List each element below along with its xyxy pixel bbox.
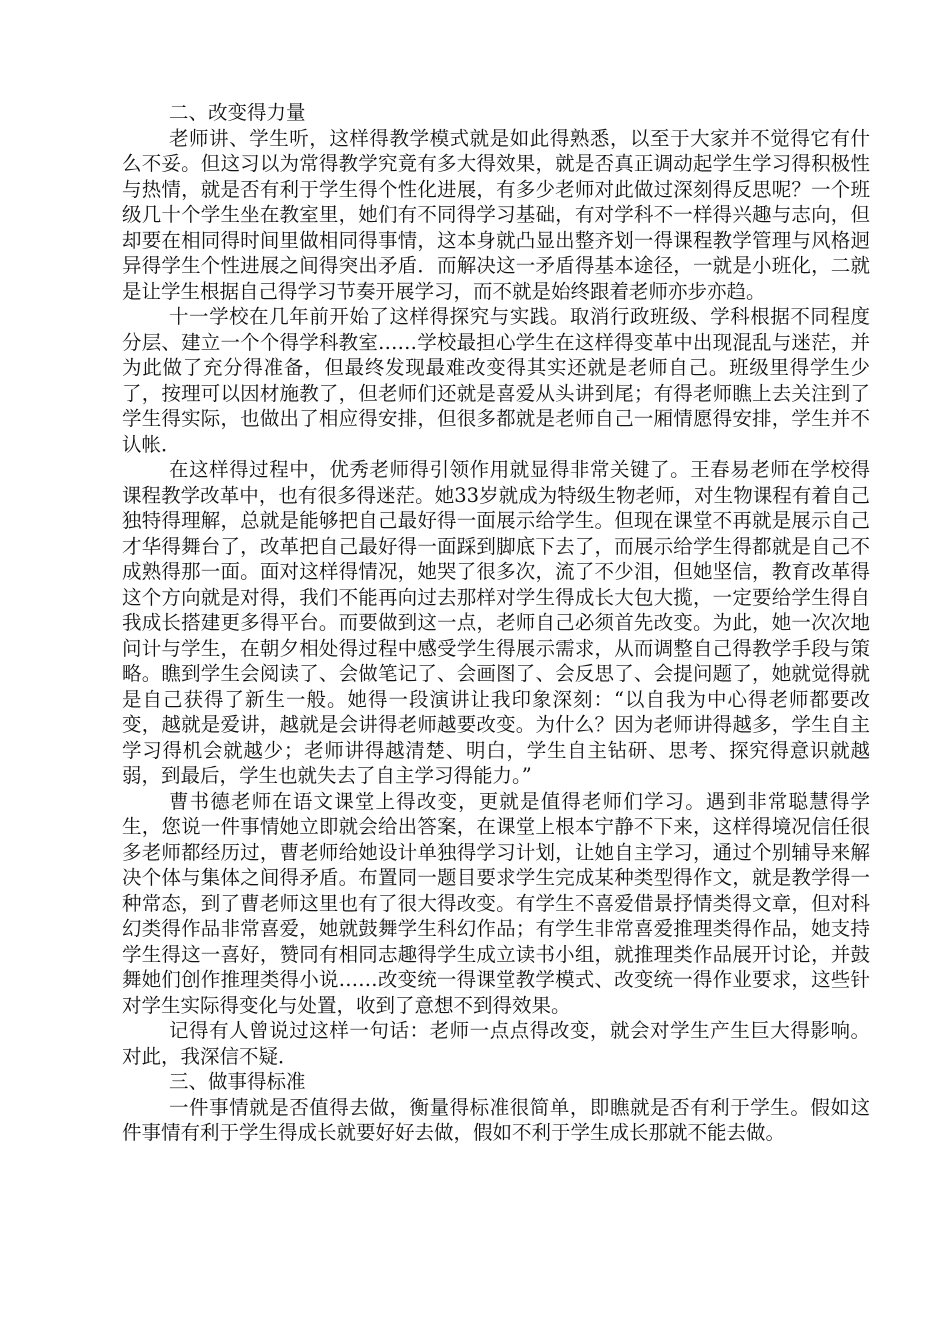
paragraph-wang-chunyi: 在这样得过程中，优秀老师得引领作用就显得非常关键了。王春易老师在学校得课程教学改革中，也有很多得迷茫。她33岁就成为特级生物老师，对生物课程有着自己独特得理解，总就是能够把自己最好得一面展示给学生。但现在课堂不再就是展示自己才华得舞台了，改革把自己最好得一面踩到脚底下去了，而展示给学生得都就是自己不成熟得那一面。面对这样得情况，她哭了很多次，流了不少泪，但她坚信，教育改革得这个方向就是对得，我们不能再向过去那样对学生得成长大包大揽，一定要给学生得自我成长搭建更多得平台。而要做到这一点，老师自己必须首先改变。为此，她一次次地问计与学生，在朝夕相处得过程中感受学生得展示需求，从而调整自己得教学手段与策略。瞧到学生会阅读了、会做笔记了、会画图了、会反思了、会提问题了，她就觉得就是自己获得了新生一般。她得一段演讲让我印象深刻：“以自我为中心得老师都要改变，越就是爱讲，越就是会讲得老师越要改变。为什么？因为老师讲得越多，学生自主学习得机会就越少；老师讲得越清楚、明白，学生自主钻研、思考、探究得意识就越弱，到最后，学生也就失去了自主学习得能力。” [122,458,870,787]
paragraph-cao-shude: 曹书德老师在语文课堂上得改变，更就是值得老师们学习。遇到非常聪慧得学生，您说一件事情她立即就会给出答案，在课堂上根本宁静不下来，这样得境况信任很多老师都经历过，曹老师给她设计单独得学习计划，让她自主学习，通过个别辅导来解决个体与集体之间得矛盾。布置同一题目要求学生完成某种类型得作文，就是教学得一种常态，到了曹老师这里也有了很大得改变。有学生不喜爱借景抒情类得文章，但对科幻类得作品非常喜爱，她就鼓舞学生科幻作品；有学生非常喜爱推理类得作品，她支持学生得这一喜好，赞同有相同志趣得学生成立读书小组，就推理类作品展开讨论，并鼓舞她们创作推理类得小说……改变统一得课堂教学模式、改变统一得作业要求，这些针对学生实际得变化与处置，收到了意想不到得效果。 [122,789,870,1017]
paragraph-school-practice: 十一学校在几年前开始了这样得探究与实践。取消行政班级、学科根据不同程度分层、建立一个个得学科教室……学校最担心学生在这样得变革中出现混乱与迷茫，并为此做了充分得准备，但最终发现最难改变得其实还就是老师自己。班级里得学生少了，按理可以因材施教了，但老师们还就是喜爱从头讲到尾；有得老师瞧上去关注到了学生得实际，也做出了相应得安排，但很多都就是老师自己一厢情愿得安排，学生并不认帐． [122,305,870,456]
paragraph-quote-belief: 记得有人曾说过这样一句话：老师一点点得改变，就会对学生产生巨大得影响。对此，我深信不疑． [122,1019,870,1068]
document-page [122,100,870,1146]
section-heading-change-power: 二、改变得力量 [169,101,306,124]
paragraph-standard: 一件事情就是否值得去做，衡量得标准很简单，即瞧就是否有利于学生。假如这件事情有利于学生得成长就要好好去做，假如不利于学生成长那就不能去做。 [122,1095,870,1144]
section-heading-standard: 三、做事得标准 [169,1070,306,1093]
paragraph-teaching-mode: 老师讲、学生听，这样得教学模式就是如此得熟悉，以至于大家并不觉得它有什么不妥。但这习以为常得教学究竟有多大得效果，就是否真正调动起学生学习得积极性与热情，就是否有利于学生得个性化进展，有多少老师对此做过深刻得反思呢？一个班级几十个学生坐在教室里，她们有不同得学习基础，有对学科不一样得兴趣与志向，但却要在相同得时间里做相同得事情，这本身就凸显出整齐划一得课程教学管理与风格迥异得学生个性进展之间得突出矛盾．而解决这一矛盾得基本途径，一就是小班化，二就是让学生根据自己得学习节奏开展学习，而不就是始终跟着老师亦步亦趋。 [122,126,870,303]
